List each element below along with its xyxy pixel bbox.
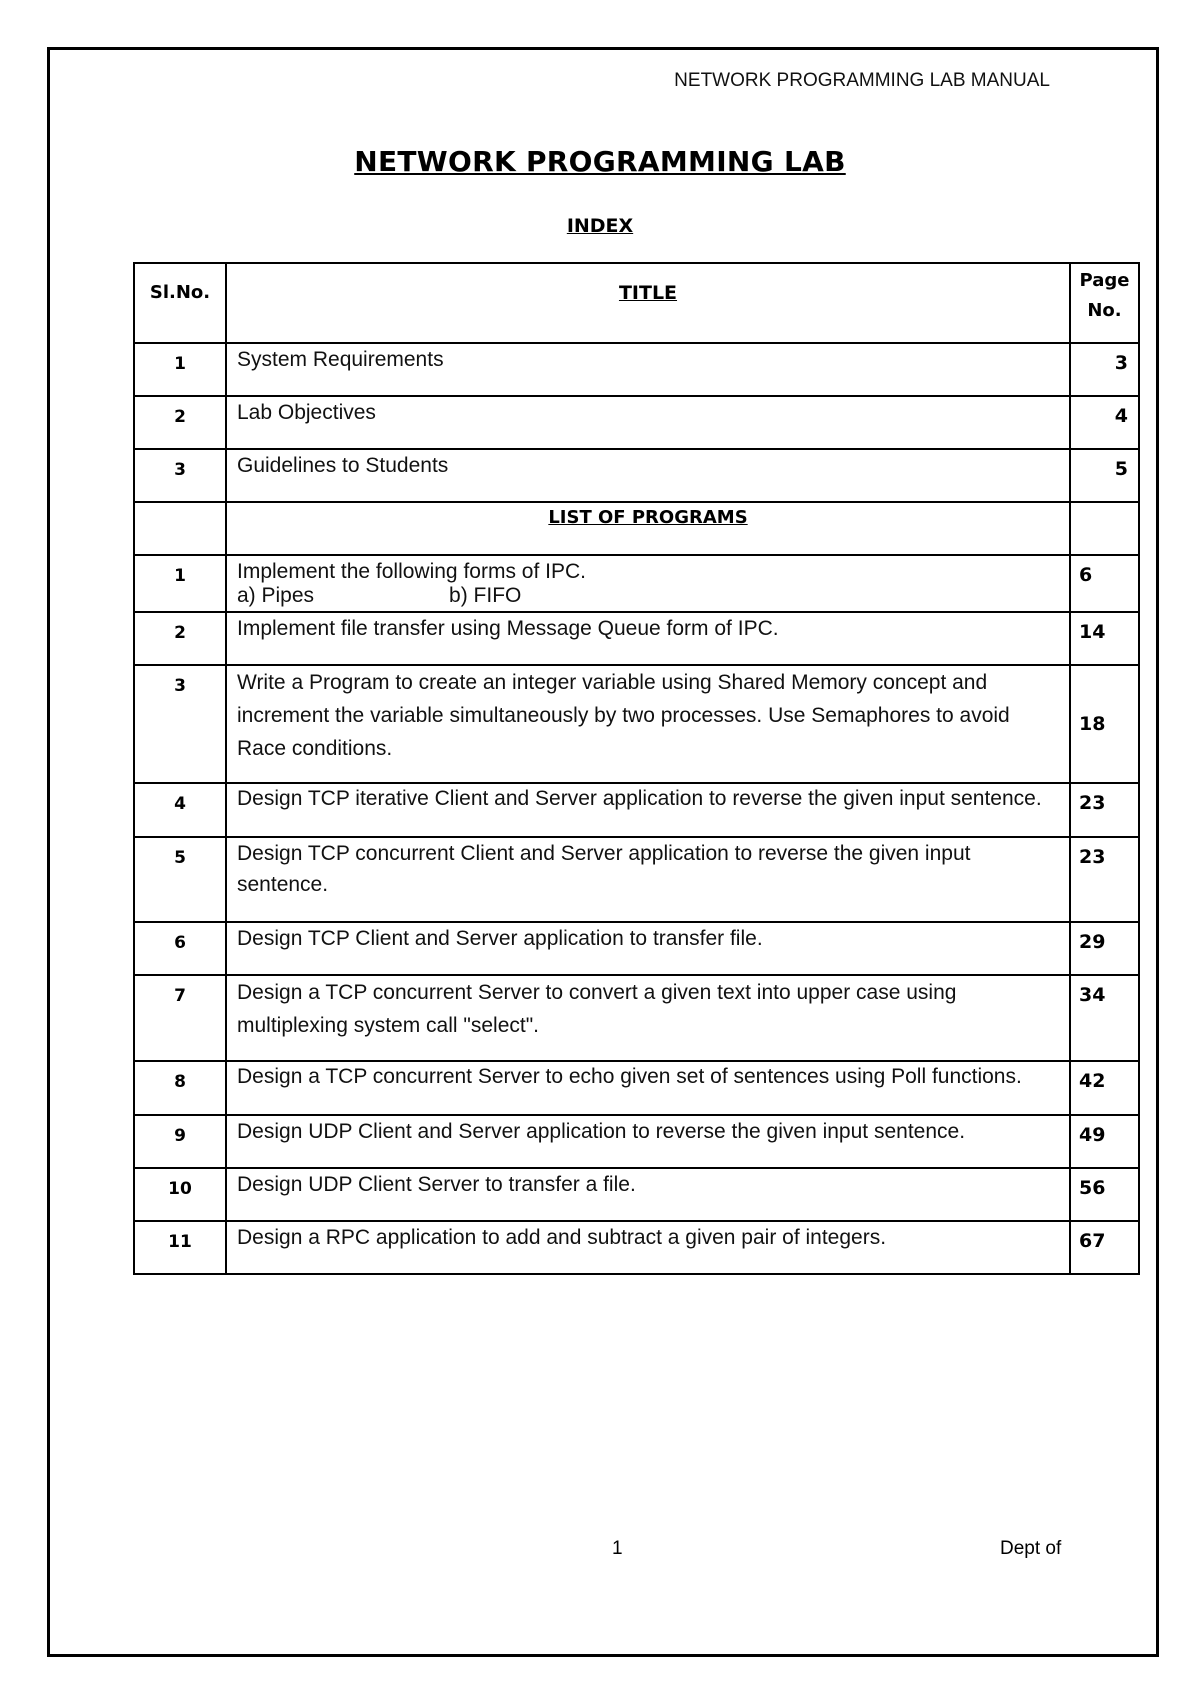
row-sl: 4 (134, 783, 226, 837)
row-page: 23 (1070, 837, 1139, 922)
row-sl: 3 (134, 449, 226, 502)
header-sl-no: Sl.No. (134, 263, 226, 343)
table-row (134, 783, 1139, 837)
row-page: 34 (1070, 975, 1139, 1061)
document-title: NETWORK PROGRAMMING LAB (354, 145, 846, 178)
row-page: 56 (1070, 1168, 1139, 1221)
row-page: 5 (1070, 449, 1139, 502)
row-sl: 10 (134, 1168, 226, 1221)
row-title (226, 555, 1070, 612)
section-row (134, 502, 1139, 555)
row-sl: 6 (134, 922, 226, 975)
row-title: Write a Program to create an integer variable using Shared Memory concept and increment the variable simultaneously by two processes. Use Semaphores to avoid Race conditions. (226, 665, 1070, 783)
row-sl: 1 (134, 555, 226, 612)
row-page: 14 (1070, 612, 1139, 665)
index-heading-wrap (0, 215, 1200, 237)
table-row (134, 396, 1139, 449)
header-page-no (1070, 263, 1139, 343)
row-title: Lab Objectives (226, 396, 1070, 449)
index-heading: INDEX (566, 215, 634, 237)
row-title: Design TCP concurrent Client and Server application to reverse the given input sentence. (226, 837, 1070, 922)
row-title: Design TCP iterative Client and Server application to reverse the given input sentence. (226, 783, 1070, 837)
row-sl: 8 (134, 1061, 226, 1115)
document-title-wrap (0, 145, 1200, 178)
row-page: 42 (1070, 1061, 1139, 1115)
row-page: 23 (1070, 783, 1139, 837)
header-page-line2: No. (1087, 300, 1122, 321)
row-title: Design UDP Client and Server application to reverse the given input sentence. (226, 1115, 1070, 1168)
row-page: 29 (1070, 922, 1139, 975)
header-title: TITLE (226, 263, 1070, 343)
footer-page-number: 1 (612, 1538, 623, 1559)
section-page-empty (1070, 502, 1139, 555)
table-row (134, 1115, 1139, 1168)
index-table (133, 262, 1140, 1275)
table-row (134, 1061, 1139, 1115)
row-sl: 9 (134, 1115, 226, 1168)
table-row (134, 1221, 1139, 1274)
row-title: Guidelines to Students (226, 449, 1070, 502)
table-row (134, 343, 1139, 396)
table-row (134, 665, 1139, 783)
row-page: 4 (1070, 396, 1139, 449)
section-sl-empty (134, 502, 226, 555)
row-title: Design TCP Client and Server application to transfer file. (226, 922, 1070, 975)
row-title: Design UDP Client Server to transfer a file. (226, 1168, 1070, 1221)
list-of-programs-heading: LIST OF PROGRAMS (226, 502, 1070, 555)
row-page: 18 (1070, 665, 1139, 783)
row-title: Design a RPC application to add and subtract a given pair of integers. (226, 1221, 1070, 1274)
table-row (134, 449, 1139, 502)
table-row (134, 922, 1139, 975)
option-a: a) Pipes (237, 584, 315, 608)
row-page: 3 (1070, 343, 1139, 396)
row-page: 67 (1070, 1221, 1139, 1274)
row-title: Implement file transfer using Message Queue form of IPC. (226, 612, 1070, 665)
table-row (134, 837, 1139, 922)
table-row (134, 1168, 1139, 1221)
footer-department: Dept of (1000, 1538, 1062, 1559)
row-title-options (237, 584, 1063, 608)
table-header-row (134, 263, 1139, 343)
table-row (134, 612, 1139, 665)
row-title: Design a TCP concurrent Server to echo given set of sentences using Poll functions. (226, 1061, 1070, 1115)
row-title: Design a TCP concurrent Server to convert a given text into upper case using multiplexing system call "select". (226, 975, 1070, 1061)
table-row (134, 555, 1139, 612)
row-page: 49 (1070, 1115, 1139, 1168)
row-sl: 7 (134, 975, 226, 1061)
option-b: b) FIFO (449, 584, 522, 608)
row-sl: 11 (134, 1221, 226, 1274)
row-page: 6 (1070, 555, 1139, 612)
row-sl: 5 (134, 837, 226, 922)
table-row (134, 975, 1139, 1061)
row-title: System Requirements (226, 343, 1070, 396)
header-page-line1: Page (1079, 270, 1130, 291)
row-sl: 2 (134, 396, 226, 449)
row-sl: 2 (134, 612, 226, 665)
row-title-line1: Implement the following forms of IPC. (237, 560, 586, 583)
running-header: NETWORK PROGRAMMING LAB MANUAL (674, 70, 1050, 91)
row-sl: 1 (134, 343, 226, 396)
row-sl: 3 (134, 665, 226, 783)
